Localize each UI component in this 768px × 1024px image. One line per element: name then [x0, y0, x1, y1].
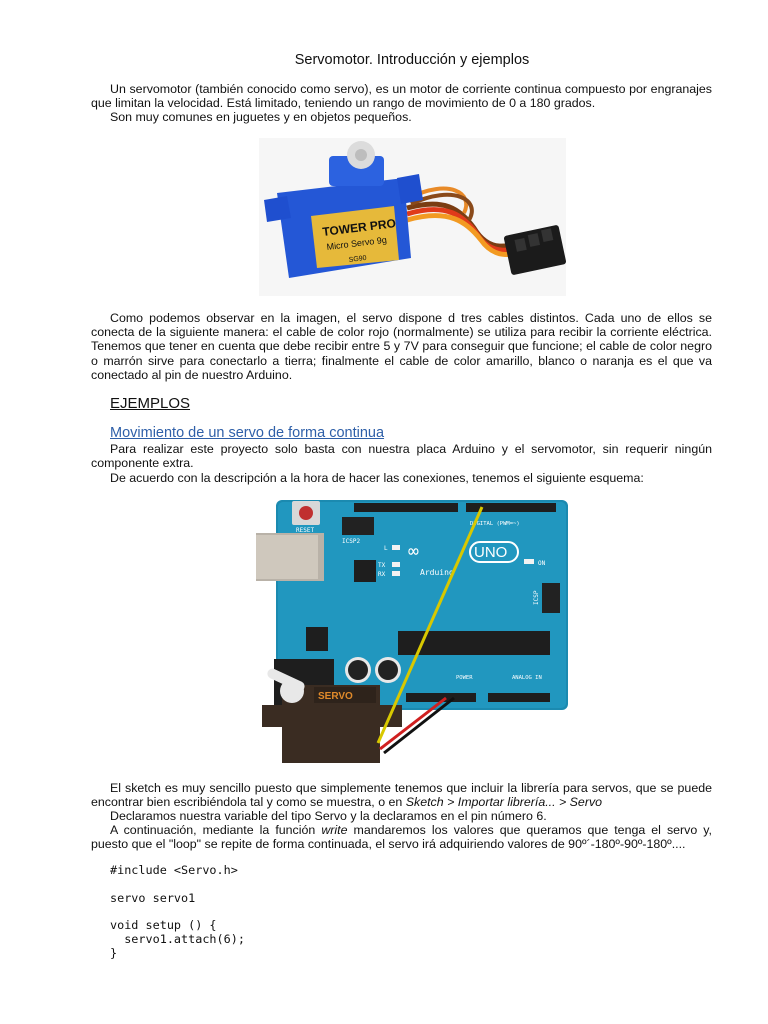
- analog-label: ANALOG IN: [512, 675, 542, 681]
- cables-paragraph: [91, 311, 712, 382]
- intro-paragraph: [91, 82, 712, 110]
- arduino-wiring-diagram: [256, 495, 570, 767]
- code-line: servo servo1: [110, 890, 196, 905]
- code-block: [110, 864, 245, 961]
- code-line: void setup () {: [110, 918, 217, 933]
- servo-label: SERVO: [318, 691, 353, 702]
- sketch-text-2: Declaramos nuestra variable del tipo Servo y la declaramos en el pin número 6.: [110, 809, 547, 823]
- code-line: servo1.attach(6);: [110, 931, 245, 946]
- intro-paragraph-2: [91, 110, 712, 124]
- code-line: [110, 905, 245, 919]
- sketch-menu-path: Sketch > Importar librería... > Servo: [405, 795, 603, 810]
- servo-brand-text: TOWER PRO: [321, 216, 397, 239]
- cables-text: Como podemos observar en la imagen, el servo dispone d tres cables distintos. Cada uno de ellos se conecta de la siguiente manera: el cable de color rojo (normalmente) se utiliza para recibir la corriente eléctrica. Tenemos que tener en cuenta que debe recibir entre 5 y 7V para conseguir que funcione; el cable de color negro o marrón sirve para conectarlo a tierra; finalmente el cable de color amarillo, blanco o naranja es el que va conectado al pin de nuestro Arduino.: [91, 311, 712, 382]
- example1-text-2: De acuerdo con la descripción a la hora de hacer las conexiones, tenemos el siguiente esquema:: [110, 471, 644, 485]
- digital-label: DIGITAL (PWM=~): [470, 521, 520, 527]
- code-line: }: [110, 945, 118, 960]
- example1-text-1: Para realizar este proyecto solo basta con nuestra placa Arduino y el servomotor, sin requerir ningún componente extra.: [91, 442, 712, 471]
- servo-model-text: Micro Servo 9g: [326, 234, 388, 252]
- sketch-text-3a: A continuación, mediante la función: [110, 823, 322, 837]
- write-function-name: write: [321, 823, 348, 837]
- l-label: L: [384, 545, 388, 552]
- sketch-paragraph-3: [91, 823, 712, 851]
- icsp-label: ICSP: [533, 590, 540, 605]
- arduino-board-drawing: [256, 495, 570, 767]
- rx-label: RX: [378, 571, 386, 578]
- power-label: POWER: [456, 675, 473, 681]
- servo-photo: [259, 138, 566, 296]
- sketch-text-1: El sketch es muy sencillo puesto que simplemente tenemos que incluir la librería para servos, que se puede encontrar bien escribiéndola tal y como se muestra, o en: [91, 781, 712, 810]
- icsp2-label: ICSP2: [342, 538, 361, 545]
- servo-code-text: SG90: [348, 254, 368, 264]
- svg-text:∞: ∞: [408, 541, 419, 562]
- sketch-paragraph-1: [91, 781, 712, 809]
- on-label: ON: [538, 560, 546, 567]
- sketch-text-3b: mandaremos los valores que queramos que tenga el servo y, puesto que el "loop" se repite de forma continuada, el servo irá adquiriendo valores de 90º´-180º-90º-180º....: [91, 823, 712, 852]
- arduino-brand-label: Arduino: [420, 568, 454, 577]
- code-line: [110, 878, 245, 892]
- example1-paragraph-1: [91, 442, 712, 470]
- code-line: #include <Servo.h>: [110, 863, 238, 877]
- reset-label: RESET: [296, 527, 315, 534]
- intro-text-2: Son muy comunes en juguetes y en objetos pequeños.: [110, 110, 412, 124]
- uno-label: UNO: [474, 544, 508, 561]
- servo-photo-drawing: [259, 138, 566, 296]
- example1-title[interactable]: Movimiento de un servo de forma continua: [110, 425, 385, 441]
- examples-heading: EJEMPLOS: [110, 395, 191, 412]
- sketch-paragraph-2: [91, 809, 712, 823]
- tx-label: TX: [378, 562, 386, 569]
- example1-paragraph-2: [91, 471, 712, 485]
- intro-text: Un servomotor (también conocido como servo), es un motor de corriente continua compuesto por engranajes que limitan la velocidad. Está limitado, teniendo un rango de movimiento de 0 a 180 grados.: [91, 82, 712, 111]
- page-title: Servomotor. Introducción y ejemplos: [294, 52, 530, 68]
